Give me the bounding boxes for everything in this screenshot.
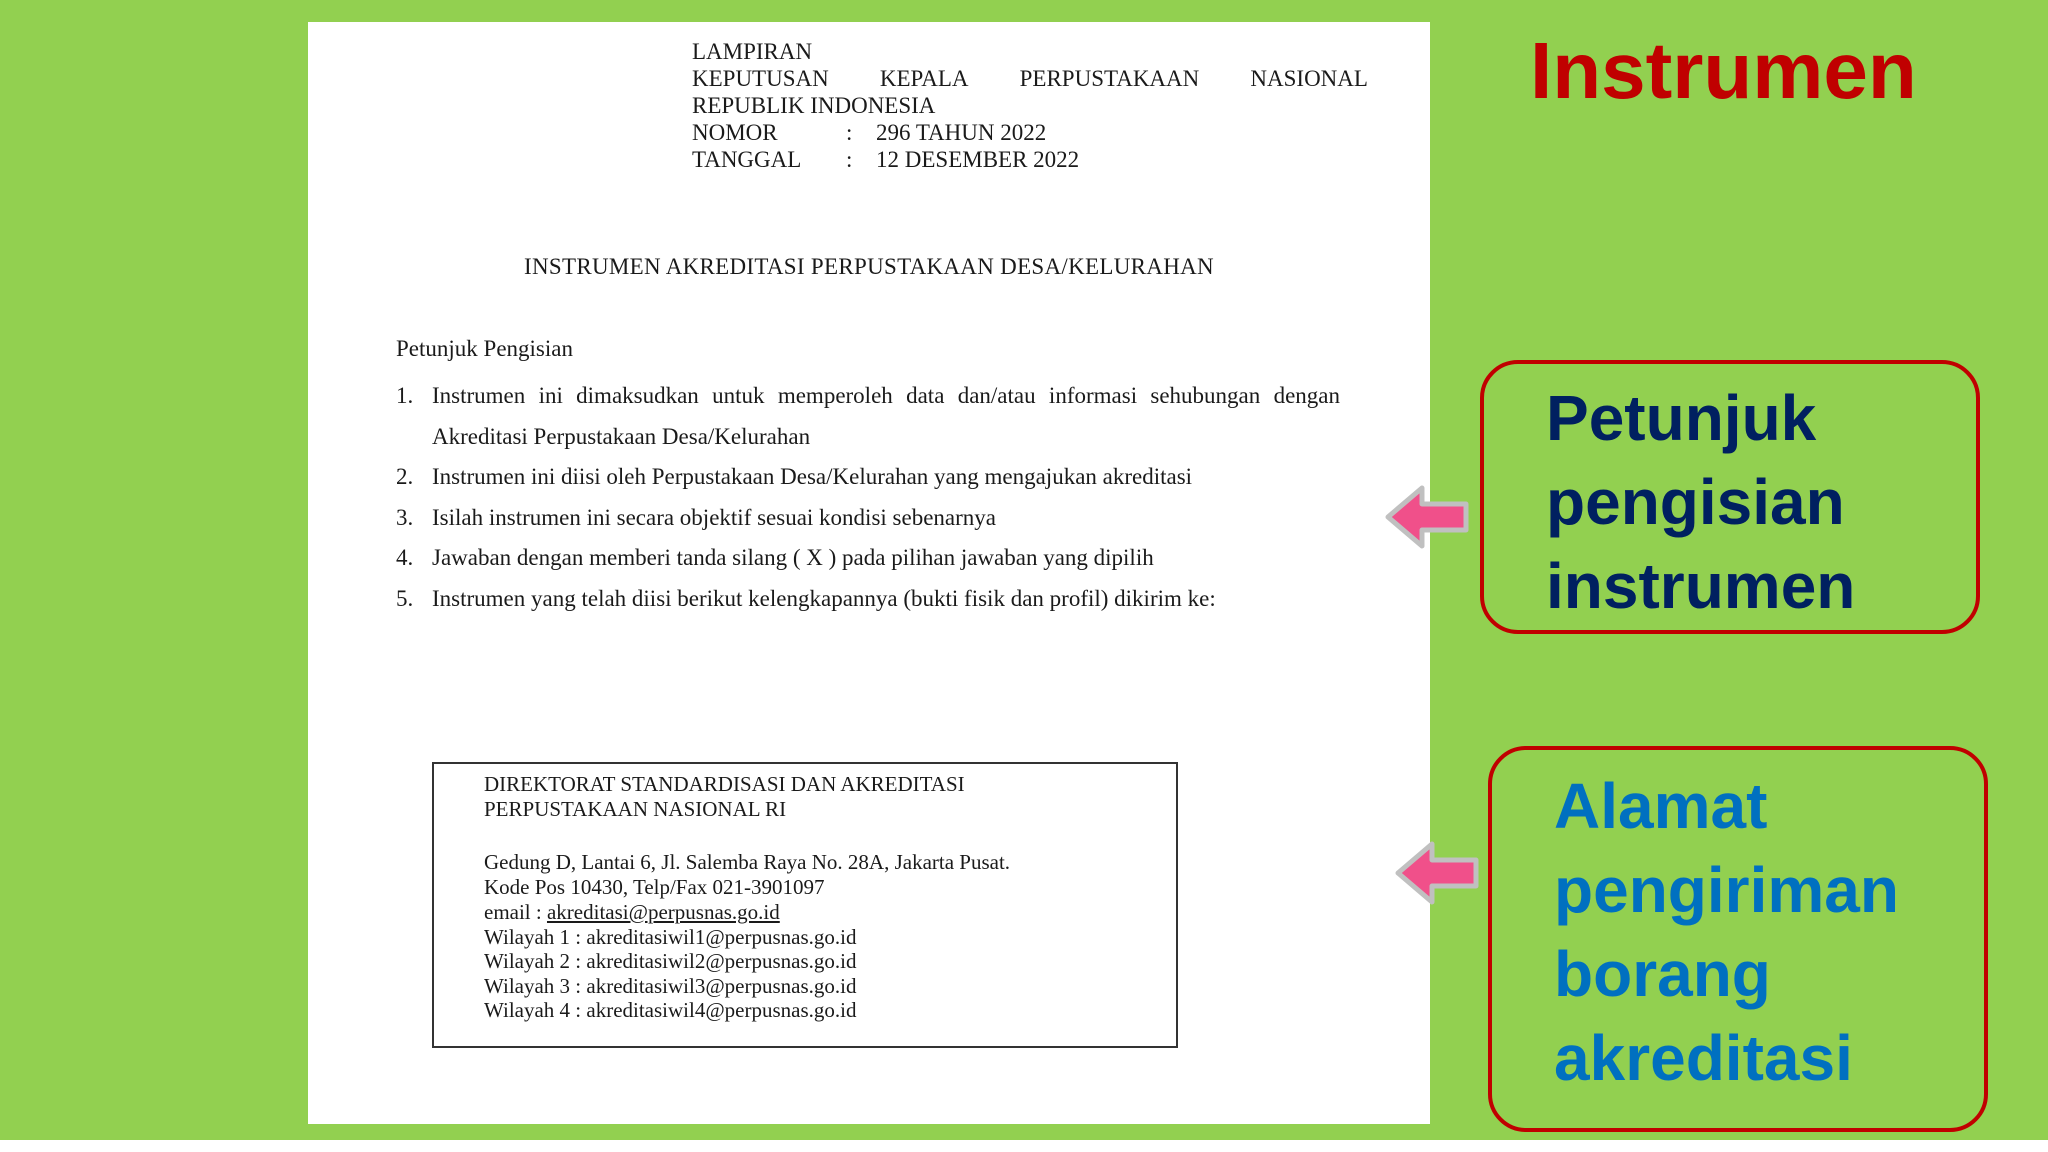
item-number: 1.	[396, 383, 414, 408]
header-word: PERPUSTAKAAN	[1019, 66, 1200, 91]
item-number: 3.	[396, 504, 414, 530]
slide-heading: Instrumen	[1530, 26, 1917, 115]
region-email: Wilayah 3 : akreditasiwil3@perpusnas.go.id	[484, 973, 857, 998]
item-text: Instrumen ini dimaksudkan untuk memperoleh data dan/atau informasi sehubungan dengan Akreditasi Perpustakaan Desa/Kelurahan	[432, 383, 1340, 449]
header-lampiran: LAMPIRAN	[692, 39, 813, 64]
list-item	[396, 538, 1340, 579]
header-republik: REPUBLIK INDONESIA	[692, 93, 936, 118]
left-arrow-icon	[1382, 482, 1472, 552]
document-header	[692, 38, 1372, 173]
email-link[interactable]: akreditasi@perpusnas.go.id	[546, 900, 780, 924]
item-number: 2.	[396, 464, 414, 490]
nomor-value: 296 TAHUN 2022	[876, 120, 1047, 145]
list-item	[396, 376, 1340, 457]
header-word: KEPUTUSAN	[692, 66, 829, 91]
header-word: KEPALA	[879, 66, 969, 91]
spacer	[484, 822, 1176, 850]
item-text: Isilah instrumen ini secara objektif sesuai kondisi sebenarnya	[432, 504, 996, 530]
instructions-heading: Petunjuk Pengisian	[396, 336, 573, 361]
header-nomor-row	[692, 119, 1372, 146]
nomor-label: NOMOR	[692, 120, 778, 145]
list-item	[396, 457, 1340, 498]
email-label: email :	[484, 900, 547, 924]
header-tanggal-row	[692, 146, 1372, 173]
address-box	[432, 762, 1178, 1048]
item-text: Instrumen yang telah diisi berikut kelengkapannya (bukti fisik dan profil) dikirim ke:	[432, 585, 1216, 611]
street-address: Gedung D, Lantai 6, Jl. Salemba Raya No. 28A, Jakarta Pusat.	[484, 850, 1011, 874]
org-line: PERPUSTAKAAN NASIONAL RI	[484, 797, 787, 821]
callout-text: Alamat pengiriman borang akreditasi	[1554, 770, 1899, 1094]
instructions-list	[396, 376, 1340, 620]
document-page	[308, 22, 1430, 1124]
item-text: Instrumen ini diisi oleh Perpustakaan Desa/Kelurahan yang mengajukan akreditasi	[432, 464, 1193, 490]
document-title: INSTRUMEN AKREDITASI PERPUSTAKAAN DESA/KELURAHAN	[524, 254, 1214, 279]
header-word: NASIONAL	[1250, 66, 1368, 91]
item-number: 4.	[396, 545, 414, 571]
nomor-separator: :	[846, 120, 853, 145]
region-email: Wilayah 4 : akreditasiwil4@perpusnas.go.id	[484, 998, 857, 1022]
tanggal-separator: :	[846, 147, 853, 172]
item-text: Jawaban dengan memberi tanda silang ( X ) pada pilihan jawaban yang dipilih	[432, 545, 1154, 571]
list-item	[396, 498, 1340, 539]
org-line: DIREKTORAT STANDARDISASI DAN AKREDITASI	[484, 772, 965, 796]
bottom-strip	[0, 1140, 2048, 1152]
left-arrow-icon	[1392, 838, 1482, 908]
postal-phone: Kode Pos 10430, Telp/Fax 021-3901097	[484, 875, 825, 899]
callout-instructions	[1480, 360, 1980, 634]
region-email: Wilayah 2 : akreditasiwil2@perpusnas.go.id	[484, 949, 857, 973]
callout-text: Petunjuk pengisian instrumen	[1546, 382, 1856, 622]
header-keputusan-line	[692, 65, 1368, 92]
item-number: 5.	[396, 585, 414, 611]
list-item	[396, 579, 1340, 620]
email-row	[484, 900, 1176, 925]
tanggal-label: TANGGAL	[692, 147, 802, 172]
callout-address	[1488, 746, 1988, 1132]
region-email: Wilayah 1 : akreditasiwil1@perpusnas.go.id	[484, 924, 857, 949]
tanggal-value: 12 DESEMBER 2022	[876, 147, 1080, 172]
